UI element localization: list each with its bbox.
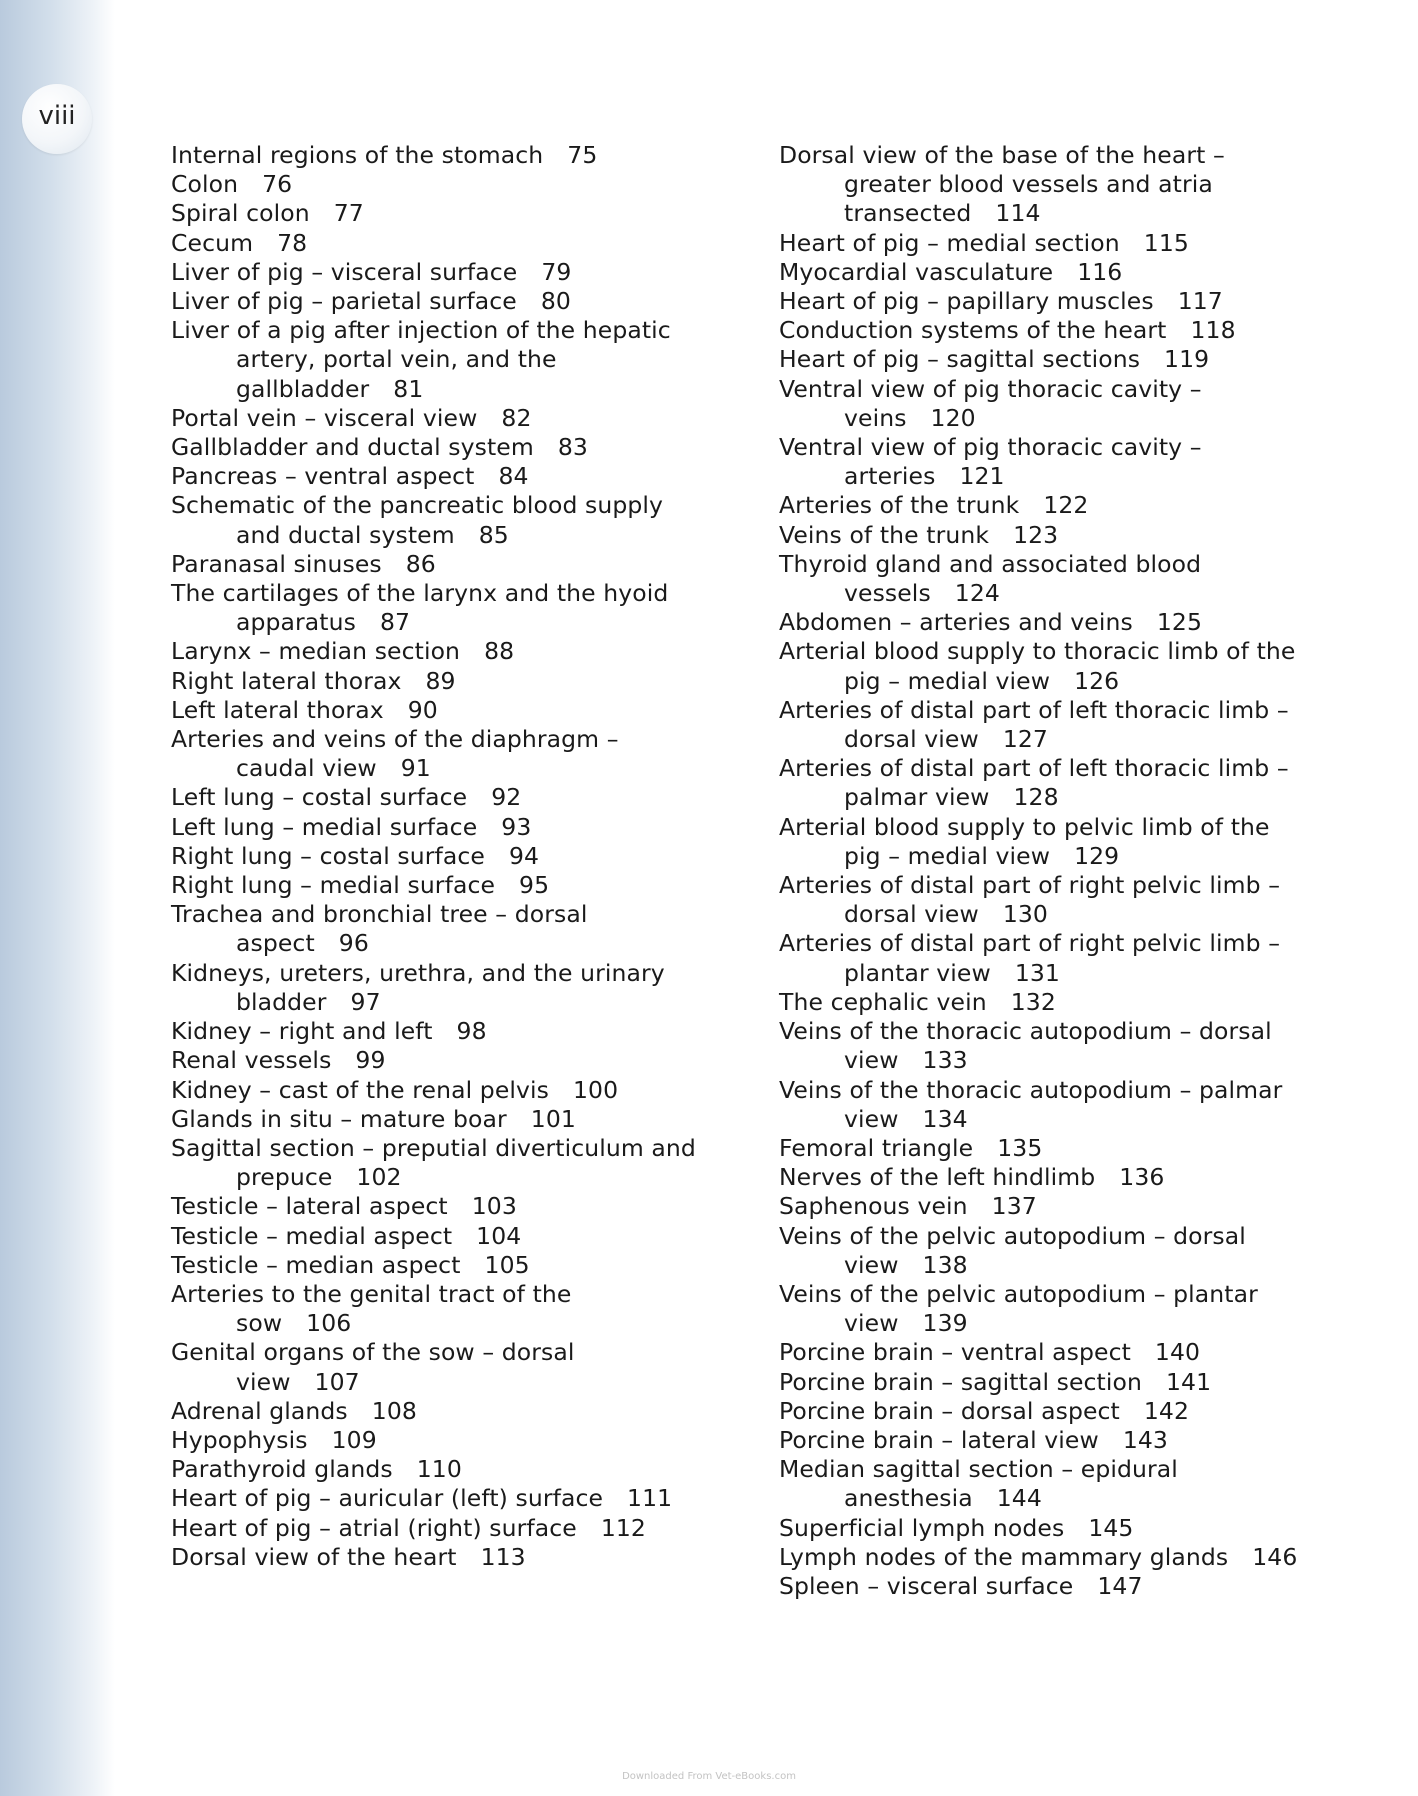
toc-entry — [779, 608, 1379, 637]
entry-page-number: 93 — [501, 812, 532, 841]
entry-page-number: 77 — [333, 199, 364, 228]
entry-title: Trachea and bronchial tree – dorsal aspect — [171, 900, 588, 958]
entry-page-number: 105 — [484, 1250, 530, 1279]
entry-title: Ventral view of pig thoracic cavity – arteries — [779, 433, 1202, 491]
entry-page-number: 99 — [355, 1046, 386, 1075]
entry-title: Arteries of distal part of left thoracic limb – palmar view — [779, 754, 1289, 812]
entry-page-number: 80 — [540, 287, 571, 316]
entry-title: Porcine brain – sagittal section — [779, 1367, 1142, 1396]
toc-entry — [171, 1134, 731, 1192]
entry-title: Heart of pig – atrial (right) surface — [171, 1513, 577, 1542]
entry-title: Right lung – costal surface — [171, 841, 485, 870]
entry-page-number: 116 — [1077, 257, 1123, 286]
toc-entry — [779, 754, 1379, 812]
toc-entry — [171, 491, 731, 549]
toc-entry — [171, 1251, 731, 1280]
entry-title: Internal regions of the stomach — [171, 141, 544, 169]
entry-title: Porcine brain – dorsal aspect — [779, 1396, 1120, 1425]
entry-title: Porcine brain – lateral view — [779, 1425, 1099, 1454]
entry-title: Left lateral thorax — [171, 695, 384, 724]
toc-entry — [171, 258, 731, 287]
entry-page-number: 103 — [471, 1192, 517, 1221]
entry-title: Gallbladder and ductal system — [171, 433, 534, 462]
toc-entry — [171, 813, 731, 842]
toc-entry — [779, 1134, 1379, 1163]
entry-page-number: 107 — [314, 1367, 360, 1396]
entry-title: Veins of the pelvic autopodium – plantar view — [779, 1279, 1258, 1338]
toc-entry — [779, 258, 1379, 287]
toc-entry — [171, 696, 731, 725]
entry-title: Saphenous vein — [779, 1192, 968, 1221]
entry-page-number: 121 — [959, 462, 1005, 491]
toc-entry — [779, 1017, 1379, 1075]
toc-entry — [171, 1105, 731, 1134]
toc-entry — [779, 1397, 1379, 1426]
entry-title: Portal vein – visceral view — [171, 403, 478, 432]
toc-entry — [779, 1163, 1379, 1192]
contents-column-right — [779, 141, 1379, 1601]
entry-page-number: 138 — [922, 1250, 968, 1279]
toc-entry — [779, 433, 1379, 491]
toc-entry — [779, 521, 1379, 550]
entry-title: Veins of the thoracic autopodium – palmar view — [779, 1075, 1283, 1133]
toc-entry — [171, 1222, 731, 1251]
entry-page-number: 108 — [371, 1396, 417, 1425]
toc-entry — [171, 1280, 731, 1338]
entry-page-number: 134 — [922, 1104, 968, 1133]
entry-page-number: 137 — [991, 1192, 1037, 1221]
entry-title: Arteries of distal part of right pelvic limb – plantar view — [779, 929, 1281, 987]
toc-entry — [779, 1280, 1379, 1338]
entry-title: Dorsal view of the base of the heart – greater blood vessels and atria transected — [779, 141, 1225, 228]
toc-entry — [171, 1514, 731, 1543]
toc-entry — [779, 637, 1379, 695]
entry-page-number: 131 — [1014, 958, 1060, 987]
toc-entry — [779, 1368, 1379, 1397]
entry-page-number: 84 — [498, 462, 529, 491]
entry-page-number: 127 — [1002, 725, 1048, 754]
entry-title: Liver of a pig after injection of the hepatic artery, portal vein, and the gallbladder — [171, 316, 671, 403]
entry-page-number: 122 — [1043, 491, 1089, 520]
entry-title: Arterial blood supply to pelvic limb of the pig – medial view — [779, 812, 1270, 870]
toc-entry — [779, 871, 1379, 929]
entry-title: Spiral colon — [171, 199, 310, 228]
entry-title: Veins of the trunk — [779, 520, 990, 549]
entry-title: Kidney – right and left — [171, 1017, 433, 1046]
entry-title: Lymph nodes of the mammary glands — [779, 1542, 1229, 1571]
toc-entry — [171, 842, 731, 871]
toc-entry — [171, 433, 731, 462]
entry-title: Nerves of the left hindlimb — [779, 1163, 1096, 1192]
download-footer: Downloaded From Vet-eBooks.com — [622, 1771, 796, 1782]
entry-page-number: 75 — [567, 141, 598, 169]
entry-title: Liver of pig – visceral surface — [171, 257, 518, 286]
entry-page-number: 90 — [407, 695, 438, 724]
toc-entry — [171, 1046, 731, 1075]
entry-title: Veins of the pelvic autopodium – dorsal view — [779, 1221, 1246, 1279]
toc-entry — [779, 1572, 1379, 1601]
toc-entry — [779, 375, 1379, 433]
entry-title: Liver of pig – parietal surface — [171, 287, 517, 316]
entry-title: Arteries and veins of the diaphragm – caudal view — [171, 725, 619, 783]
entry-title: Testicle – medial aspect — [171, 1221, 453, 1250]
entry-page-number: 79 — [541, 257, 572, 286]
toc-entry — [171, 959, 731, 1017]
entry-page-number: 78 — [277, 228, 308, 257]
toc-entry — [171, 1076, 731, 1105]
toc-entry — [171, 1543, 731, 1572]
entry-page-number: 136 — [1119, 1163, 1165, 1192]
toc-entry — [779, 1338, 1379, 1367]
toc-entry — [779, 929, 1379, 987]
entry-title: Heart of pig – sagittal sections — [779, 345, 1141, 374]
entry-title: Superficial lymph nodes — [779, 1513, 1065, 1542]
entry-title: The cephalic vein — [779, 987, 987, 1016]
entry-title: Arteries of distal part of left thoracic limb – dorsal view — [779, 695, 1289, 754]
entry-title: Dorsal view of the heart — [171, 1542, 457, 1571]
entry-title: Schematic of the pancreatic blood supply and ductal system — [171, 491, 664, 549]
toc-entry — [171, 900, 731, 958]
toc-entry — [171, 229, 731, 258]
toc-entry — [171, 287, 731, 316]
entry-title: Larynx – median section — [171, 637, 461, 666]
entry-title: Pancreas – ventral aspect — [171, 462, 475, 491]
toc-entry — [779, 1192, 1379, 1221]
entry-page-number: 100 — [573, 1075, 619, 1104]
entry-title: Femoral triangle — [779, 1133, 974, 1162]
toc-entry — [171, 1192, 731, 1221]
toc-entry — [171, 316, 731, 404]
entry-title: Ventral view of pig thoracic cavity – veins — [779, 374, 1202, 432]
entry-page-number: 111 — [627, 1484, 673, 1513]
entry-page-number: 139 — [922, 1309, 968, 1338]
entry-title: Parathyroid glands — [171, 1455, 393, 1484]
entry-title: Glands in situ – mature boar — [171, 1104, 507, 1133]
entry-title: Porcine brain – ventral aspect — [779, 1338, 1131, 1367]
toc-entry — [779, 345, 1379, 374]
entry-page-number: 110 — [416, 1455, 462, 1484]
entry-page-number: 92 — [491, 783, 522, 812]
entry-title: Genital organs of the sow – dorsal view — [171, 1338, 575, 1396]
page-number: viii — [38, 101, 76, 131]
entry-page-number: 117 — [1177, 287, 1223, 316]
entry-page-number: 130 — [1002, 900, 1048, 929]
toc-entry — [171, 141, 731, 170]
toc-entry — [779, 316, 1379, 345]
toc-entry — [779, 1076, 1379, 1134]
entry-title: Heart of pig – papillary muscles — [779, 287, 1154, 316]
entry-page-number: 91 — [400, 754, 431, 783]
entry-title: Spleen – visceral surface — [779, 1571, 1074, 1600]
entry-page-number: 101 — [530, 1104, 576, 1133]
toc-entry — [171, 199, 731, 228]
entry-page-number: 86 — [405, 549, 436, 578]
entry-title: Arteries of the trunk — [779, 491, 1020, 520]
entry-page-number: 98 — [456, 1017, 487, 1046]
entry-title: Adrenal glands — [171, 1396, 348, 1425]
entry-page-number: 126 — [1074, 666, 1120, 695]
entry-page-number: 81 — [393, 374, 424, 403]
entry-page-number: 146 — [1252, 1542, 1298, 1571]
entry-page-number: 124 — [954, 579, 1000, 608]
entry-page-number: 104 — [476, 1221, 522, 1250]
entry-page-number: 83 — [557, 433, 588, 462]
toc-entry — [171, 170, 731, 199]
entry-title: Kidney – cast of the renal pelvis — [171, 1075, 549, 1104]
toc-entry — [171, 725, 731, 783]
entry-title: Conduction systems of the heart — [779, 316, 1167, 345]
toc-entry — [171, 1017, 731, 1046]
toc-entry — [779, 550, 1379, 608]
entry-page-number: 82 — [501, 403, 532, 432]
toc-entry — [171, 404, 731, 433]
toc-entry — [779, 1222, 1379, 1280]
entry-page-number: 147 — [1097, 1571, 1143, 1600]
toc-entry — [171, 871, 731, 900]
entry-page-number: 119 — [1164, 345, 1210, 374]
entry-title: Abdomen – arteries and veins — [779, 608, 1133, 637]
toc-entry — [779, 813, 1379, 871]
entry-page-number: 102 — [356, 1163, 402, 1192]
entry-title: Right lateral thorax — [171, 666, 402, 695]
entry-page-number: 76 — [262, 170, 293, 199]
entry-title: Arteries of distal part of right pelvic limb – dorsal view — [779, 871, 1281, 929]
entry-page-number: 141 — [1165, 1367, 1212, 1396]
entry-title: Renal vessels — [171, 1046, 332, 1075]
entry-page-number: 135 — [997, 1133, 1043, 1162]
entry-title: Cecum — [171, 228, 254, 257]
toc-entry — [779, 1543, 1379, 1572]
entry-title: Hypophysis — [171, 1425, 308, 1454]
entry-title: Paranasal sinuses — [171, 549, 382, 578]
entry-title: Thyroid gland and associated blood vessels — [779, 549, 1202, 608]
entry-page-number: 112 — [600, 1513, 646, 1542]
entry-page-number: 142 — [1143, 1396, 1190, 1425]
toc-entry — [779, 287, 1379, 316]
entry-title: Heart of pig – auricular (left) surface — [171, 1484, 604, 1513]
toc-entry — [779, 229, 1379, 258]
entry-page-number: 114 — [995, 199, 1041, 228]
toc-entry — [171, 667, 731, 696]
entry-page-number: 132 — [1010, 987, 1056, 1016]
toc-entry — [171, 550, 731, 579]
entry-title: Heart of pig – medial section — [779, 228, 1120, 257]
side-band — [0, 0, 115, 1796]
entry-page-number: 129 — [1074, 841, 1120, 870]
toc-entry — [171, 637, 731, 666]
entry-page-number: 115 — [1143, 228, 1189, 257]
entry-title: Colon — [171, 170, 239, 199]
entry-page-number: 140 — [1154, 1338, 1201, 1367]
entry-page-number: 123 — [1013, 520, 1059, 549]
entry-page-number: 109 — [331, 1425, 377, 1454]
toc-entry — [171, 1484, 731, 1513]
entry-title: Right lung – medial surface — [171, 871, 496, 900]
entry-page-number: 106 — [306, 1309, 352, 1338]
entry-title: Testicle – lateral aspect — [171, 1192, 448, 1221]
entry-page-number: 85 — [478, 520, 509, 549]
toc-entry — [171, 1426, 731, 1455]
entry-page-number: 144 — [996, 1484, 1042, 1513]
entry-title: Testicle – median aspect — [171, 1250, 461, 1279]
page-number-badge — [22, 84, 92, 154]
entry-title: The cartilages of the larynx and the hyoid apparatus — [171, 579, 669, 637]
entry-page-number: 95 — [519, 871, 550, 900]
entry-page-number: 96 — [338, 929, 369, 958]
toc-entry — [779, 1514, 1379, 1543]
toc-entry — [779, 696, 1379, 754]
entry-title: Myocardial vasculature — [779, 257, 1054, 286]
entry-page-number: 97 — [350, 987, 381, 1016]
entry-page-number: 94 — [508, 841, 540, 870]
entry-page-number: 143 — [1122, 1425, 1168, 1454]
toc-entry — [779, 491, 1379, 520]
entry-page-number: 87 — [379, 608, 411, 637]
toc-entry — [171, 1338, 731, 1396]
toc-entry — [171, 1397, 731, 1426]
entry-title: Median sagittal section – epidural anesthesia — [779, 1455, 1178, 1513]
entry-title: Kidneys, ureters, urethra, and the urinary bladder — [171, 958, 665, 1016]
entry-page-number: 133 — [922, 1046, 968, 1075]
entry-title: Left lung – costal surface — [171, 783, 468, 812]
entry-page-number: 120 — [930, 403, 976, 432]
contents-column-left — [171, 141, 731, 1572]
entry-page-number: 118 — [1190, 316, 1236, 345]
toc-entry — [779, 141, 1379, 229]
entry-page-number: 113 — [480, 1542, 526, 1571]
entry-page-number: 128 — [1013, 783, 1059, 812]
toc-entry — [171, 783, 731, 812]
toc-entry — [171, 1455, 731, 1484]
toc-entry — [779, 1455, 1379, 1513]
entry-title: Left lung – medial surface — [171, 812, 478, 841]
entry-title: Arteries to the genital tract of the sow — [171, 1279, 572, 1338]
entry-title: Sagittal section – preputial diverticulum and prepuce — [171, 1133, 696, 1192]
toc-entry — [779, 1426, 1379, 1455]
toc-entry — [171, 462, 731, 491]
entry-title: Veins of the thoracic autopodium – dorsal view — [779, 1017, 1272, 1075]
toc-entry — [171, 579, 731, 637]
entry-page-number: 125 — [1156, 608, 1202, 637]
toc-entry — [779, 988, 1379, 1017]
entry-page-number: 89 — [425, 666, 456, 695]
entry-title: Arterial blood supply to thoracic limb of the pig – medial view — [779, 637, 1296, 695]
entry-page-number: 145 — [1088, 1513, 1134, 1542]
entry-page-number: 88 — [484, 637, 515, 666]
